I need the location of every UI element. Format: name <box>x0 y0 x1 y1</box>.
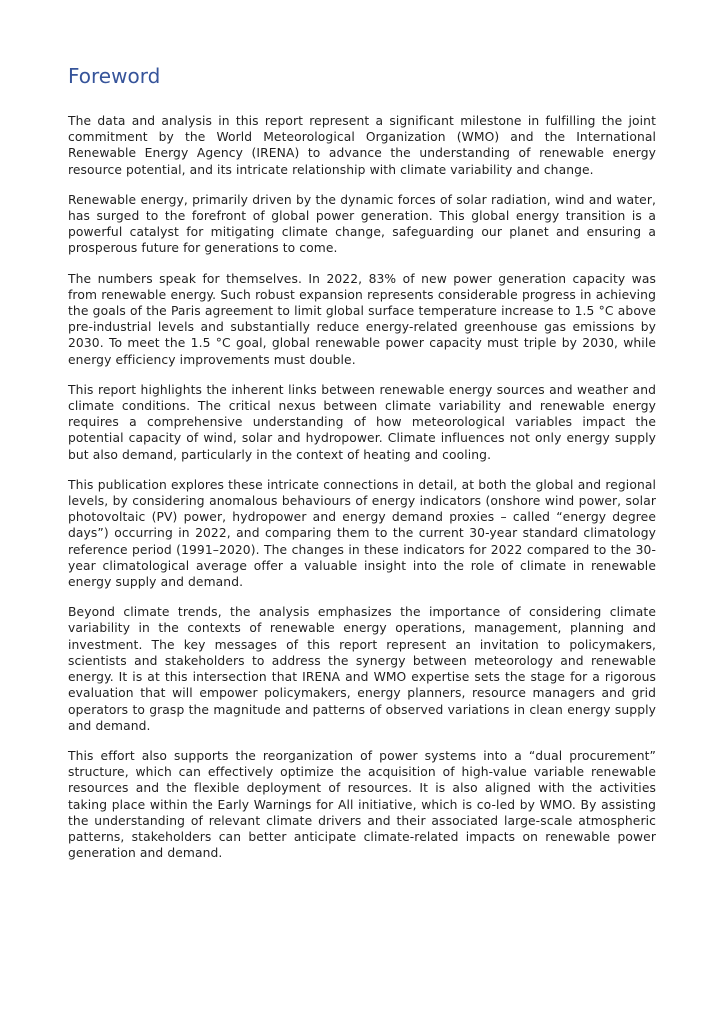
paragraph-1: The data and analysis in this report represent a significant milestone in fulfilling the joint commitment by the World Meteorological Organization (WMO) and the International Renewable Energy Agency (IRENA) to advance the understanding of renewable energy resource potential, and its intricate relationship with climate variability and change. <box>68 114 656 177</box>
paragraph-6: Beyond climate trends, the analysis emphasizes the importance of considering climate variability in the contexts of renewable energy operations, management, planning and investment. The key messages of this report represent an invitation to policymakers, scientists and stakeholders to address the synergy between meteorology and renewable energy. It is at this intersection that IRENA and WMO expertise sets the stage for a rigorous evaluation that will empower policymakers, energy planners, resource managers and grid operators to grasp the magnitude and patterns of observed variations in clean energy supply and demand. <box>68 605 656 733</box>
page-title: Foreword <box>68 64 161 88</box>
foreword-body <box>68 113 656 861</box>
page-content <box>68 64 656 861</box>
paragraph-3: The numbers speak for themselves. In 2022, 83% of new power generation capacity was from renewable energy. Such robust expansion represents considerable progress in achieving the goals of the Paris agreement to limit global surface temperature increase to 1.5 °C above pre-industrial levels and substantially reduce energy-related greenhouse gas emissions by 2030. To meet the 1.5 °C goal, global renewable power capacity must triple by 2030, while energy efficiency improvements must double. <box>68 271 656 367</box>
paragraph-7: This effort also supports the reorganization of power systems into a “dual procurement” structure, which can effectively optimize the acquisition of high-value variable renewable resources and the flexible deployment of resources. It is also aligned with the activities taking place within the Early Warnings for All initiative, which is co-led by WMO. By assisting the understanding of relevant climate drivers and their associated large-scale atmospheric patterns, stakeholders can better anticipate climate-related impacts on renewable power generation and demand. <box>68 748 656 861</box>
paragraph-2: Renewable energy, primarily driven by the dynamic forces of solar radiation, wind and water, has surged to the forefront of global power generation. This global energy transition is a powerful catalyst for mitigating climate change, safeguarding our planet and ensuring a prosperous future for generations to come. <box>68 192 656 256</box>
paragraph-4: This report highlights the inherent links between renewable energy sources and weather and climate conditions. The critical nexus between climate variability and renewable energy requires a comprehensive understanding of how meteorological variables impact the potential capacity of wind, solar and hydropower. Climate influences not only energy supply but also demand, particularly in the context of heating and cooling. <box>68 382 656 462</box>
paragraph-5: This publication explores these intricate connections in detail, at both the global and regional levels, by considering anomalous behaviours of energy indicators (onshore wind power, solar photovoltaic (PV) power, hydropower and energy demand proxies – called “energy degree days”) occurring in 2022, and comparing them to the current 30-year standard climatology reference period (1991–2020). The changes in these indicators for 2022 compared to the 30-year climatological average offer a valuable insight into the role of climate in renewable energy supply and demand. <box>68 477 656 590</box>
